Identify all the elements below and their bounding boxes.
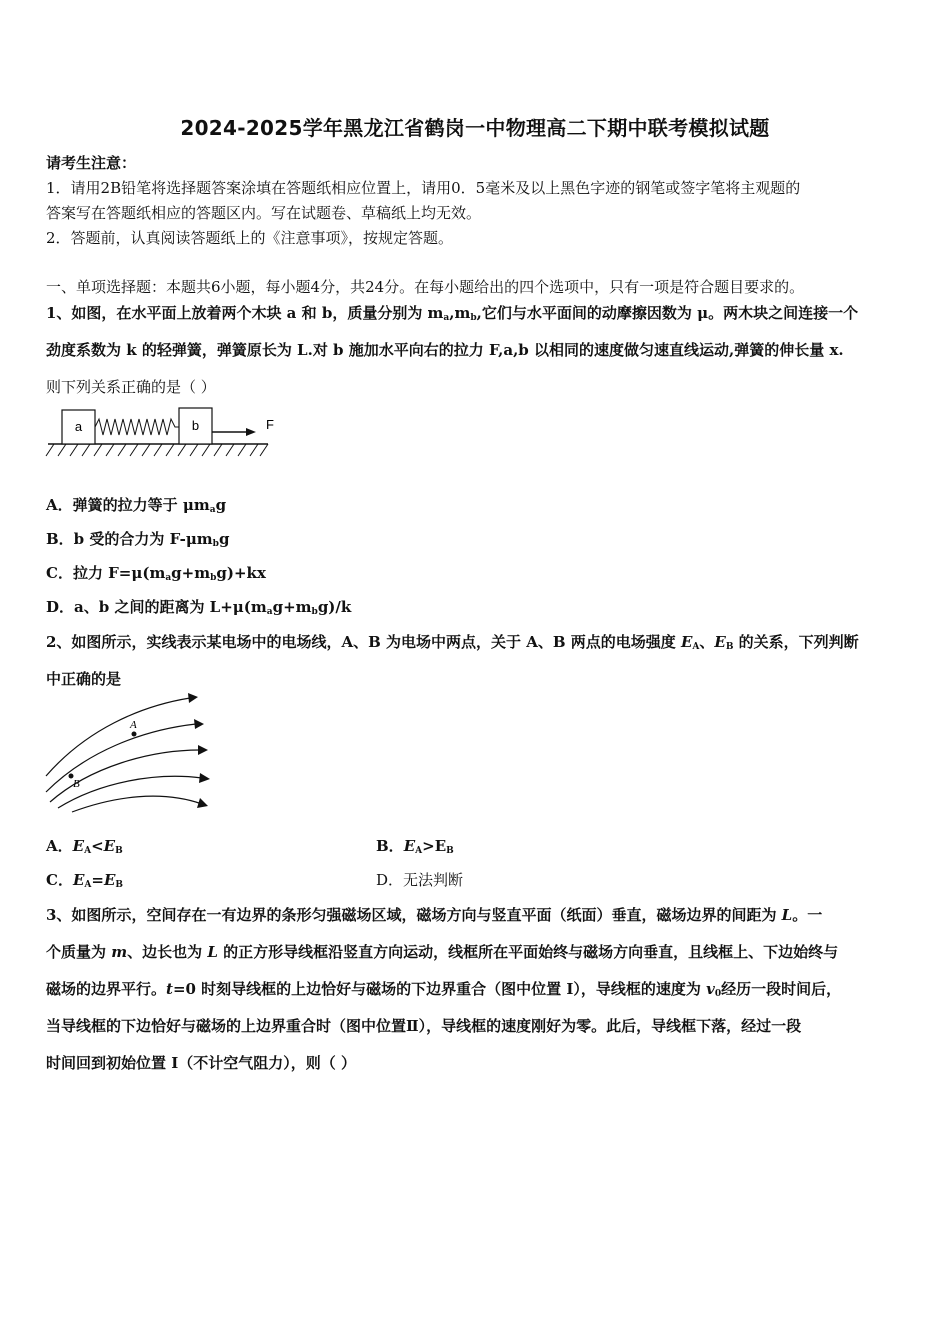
q1-line-2: 劲度系数为 k 的轻弹簧，弹簧原长为 L.对 b 施加水平向右的拉力 F,a,b 以相同的速度做匀速直线运动,弹簧的伸长量 x.: [46, 341, 844, 359]
force-label: F: [266, 417, 274, 432]
q2-option-b: B．$E_A>E_B$: [376, 837, 454, 856]
point-a-label: A: [130, 719, 137, 731]
q2-option-d: D．无法判断: [376, 871, 464, 889]
q1-option-a: A．弹簧的拉力等于 $\mu m_ag$: [46, 496, 227, 515]
page-title: 2024-2025学年黑龙江省鹤岗一中物理高二下期中联考模拟试题: [180, 116, 770, 140]
q2-option-c: C．$E_A=E_B$: [46, 871, 123, 890]
point-a: [132, 732, 137, 737]
q1-option-c: C．拉力 $F=\mu(m_ag+m_bg)+kx$: [46, 564, 266, 583]
notice-heading: 请考生注意：: [46, 154, 137, 172]
q1-option-d: D．a、b 之间的距离为 $L+\mu(m_ag+m_bg)/k$: [46, 598, 352, 617]
q3-line-2: 个质量为 m、边长也为 L 的正方形导线框沿竖直方向运动，线框所在平面始终与磁场方向垂直，且线框上、下边始终与: [46, 943, 839, 961]
notice-item-1-line-1: 1．请用2B铅笔将选择题答案涂填在答题纸相应位置上，请用0．5毫米及以上黑色字迹的钢笔或签字笔将主观题的: [46, 179, 801, 197]
q1-spring-blocks-figure: [44, 404, 280, 460]
q3-line-3: 磁场的边界平行。t=0 时刻导线框的上边恰好与磁场的下边界重合（图中位置 I），导线框的速度为 $v_0$经历一段时间后，: [46, 980, 842, 999]
notice-item-2: 2．答题前，认真阅读答题纸上的《注意事项》，按规定答题。: [46, 229, 454, 247]
q2-line-2: 中正确的是: [46, 670, 122, 688]
q2-line-1: 2、如图所示，实线表示某电场中的电场线，A、B 为电场中两点，关于 A、B 两点的电场强度 $E_A$、$E_B$ 的关系，下列判断: [46, 633, 859, 652]
q3-line-5: 时间回到初始位置 I（不计空气阻力），则（ ）: [46, 1054, 356, 1072]
q1-line-1: 1、如图，在水平面上放着两个木块 a 和 b，质量分别为 $m_a,m_b$,它们与水平面间的动摩擦因数为 μ。两木块之间连接一个: [46, 304, 859, 323]
notice-item-1-line-2: 答案写在答题纸相应的答题区内。写在试题卷、草稿纸上均无效。: [46, 204, 482, 222]
block-b-label: b: [191, 418, 200, 433]
field-lines: [46, 698, 202, 812]
spring: [95, 419, 179, 435]
q1-line-3: 则下列关系正确的是（ ）: [46, 378, 216, 396]
force-arrow-head: [246, 428, 256, 436]
block-a-label: a: [74, 419, 83, 434]
q2-option-a: A．$E_A<E_B$: [46, 837, 123, 856]
q3-line-4: 当导线框的下边恰好与磁场的上边界重合时（图中位置Ⅱ），导线框的速度刚好为零。此后，导线框下落，经过一段: [46, 1017, 802, 1035]
q3-line-1: 3、如图所示，空间存在一有边界的条形匀强磁场区域，磁场方向与竖直平面（纸面）垂直，磁场边界的间距为 L。一: [46, 906, 823, 924]
section-heading: 一、单项选择题：本题共6小题，每小题4分，共24分。在每小题给出的四个选项中，只有一项是符合题目要求的。: [46, 278, 805, 296]
ground-hatching: [46, 444, 268, 456]
q1-option-b: B．b 受的合力为 $F-\mu m_bg$: [46, 530, 230, 549]
point-b-label: B: [73, 778, 80, 790]
q2-field-lines-figure: [40, 692, 210, 814]
